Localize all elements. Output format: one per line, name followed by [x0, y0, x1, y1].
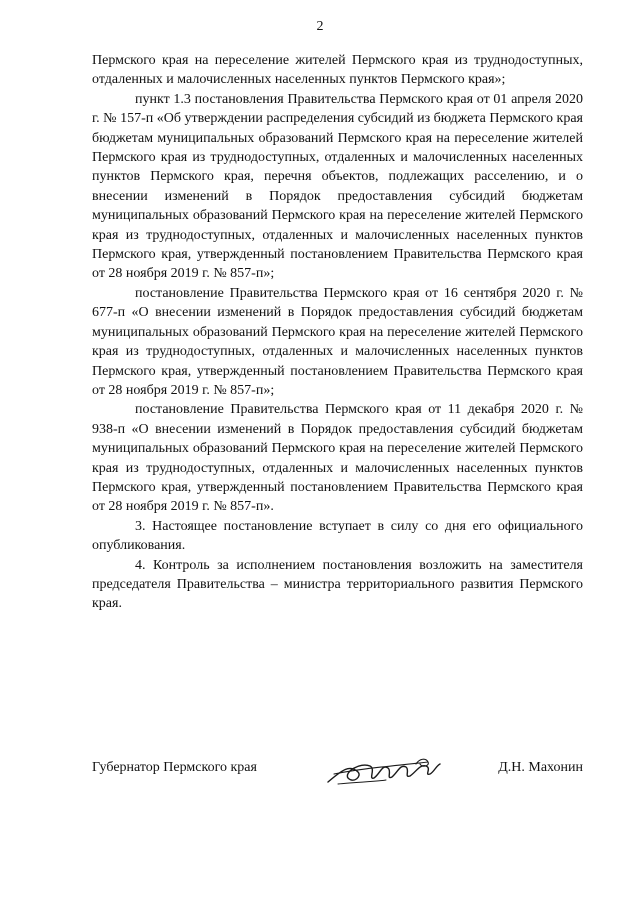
paragraph-clause-3: 3. Настоящее постановление вступает в силу со дня его официального опубликования.	[92, 518, 583, 554]
signature-block	[92, 752, 583, 792]
document-body	[92, 51, 583, 614]
signatory-position: Губернатор Пермского края	[92, 760, 257, 775]
page-number: 2	[316, 19, 324, 34]
paragraph-continuation: Пермского края на переселение жителей Пермского края из труднодоступных, отдаленных и малочисленных населенных пунктов Пермского края»;	[92, 53, 583, 88]
handwritten-signature	[324, 752, 444, 792]
paragraph-clause-4: 4. Контроль за исполнением постановления возложить на заместителя председателя Правительства – министра территориального развития Пермского края.	[92, 557, 583, 612]
paragraph-resolution-938: постановление Правительства Пермского края от 11 декабря 2020 г. № 938-п «О внесении изменений в Порядок предоставления субсидий бюджетам муниципальных образований Пермского края на переселение жителей Пермского края из труднодоступных, отдаленных и малочисленных населенных пунктов Пермского края, утвержденный постановлением Правительства Пермского края от 28 ноября 2019 г. № 857-п».	[92, 402, 583, 515]
signatory-name: Д.Н. Махонин	[498, 760, 583, 775]
paragraph-item-1-3: пункт 1.3 постановления Правительства Пермского края от 01 апреля 2020 г. № 157-п «Об утверждении распределения субсидий из бюджета Пермского края бюджетам муниципальных образований Пермского края на переселение жителей Пермского края из труднодоступных, отдаленных и малочисленных населенных пунктов Пермского края, перечня объектов, подлежащих расселению, и о внесении изменений в Порядок предоставления субсидий бюджетам муниципальных образований Пермского края на переселение жителей Пермского края из труднодоступных, отдаленных и малочисленных населенных пунктов Пермского края, утвержденный постановлением Правительства Пермского края от 28 ноября 2019 г. № 857-п»;	[92, 91, 583, 282]
paragraph-resolution-677: постановление Правительства Пермского края от 16 сентября 2020 г. № 677-п «О внесении изменений в Порядок предоставления субсидий бюджетам муниципальных образований Пермского края на переселение жителей Пермского края из труднодоступных, отдаленных и малочисленных населенных пунктов Пермского края, утвержденный постановлением Правительства Пермского края от 28 ноября 2019 г. № 857-п»;	[92, 285, 583, 398]
